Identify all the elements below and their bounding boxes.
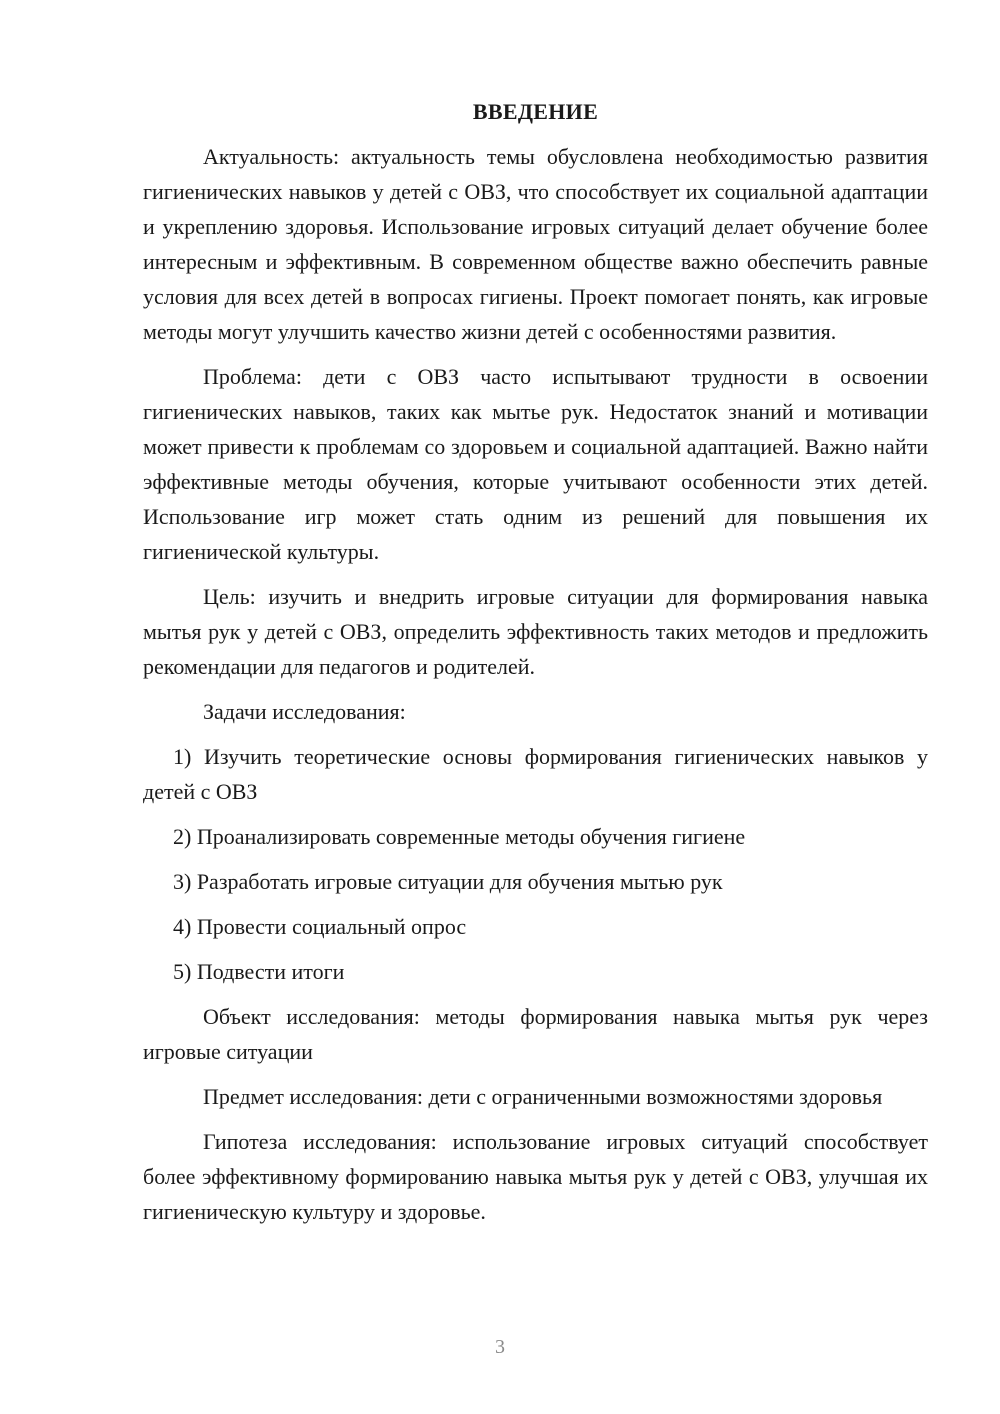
problem-paragraph: Проблема: дети с ОВЗ часто испытывают трудности в освоении гигиенических навыков, таких как мытье рук. Недостаток знаний и мотивации может привести к проблемам со здоровьем и социальной адаптацией. Важно найти эффективные методы обучения, которые учитывают особенности этих детей. Использование игр может стать одним из решений для повышения их гигиенической культуры. <box>143 364 928 564</box>
object-paragraph: Объект исследования: методы формирования навыка мытья рук через игровые ситуации <box>143 1004 928 1064</box>
task-item-5: 5) Подвести итоги <box>173 959 345 984</box>
page-title: ВВЕДЕНИЕ <box>472 99 599 124</box>
task-item-1: 1) Изучить теоретические основы формирования гигиенических навыков у детей с ОВЗ <box>143 744 928 804</box>
task-item-2: 2) Проанализировать современные методы обучения гигиене <box>173 824 746 849</box>
task-item-3: 3) Разработать игровые ситуации для обучения мытью рук <box>173 869 723 894</box>
goal-paragraph: Цель: изучить и внедрить игровые ситуации для формирования навыка мытья рук у детей с ОВЗ, определить эффективность таких методов и предложить рекомендации для педагогов и родителей. <box>143 584 928 679</box>
relevance-paragraph: Актуальность: актуальность темы обусловлена необходимостью развития гигиенических навыков у детей с ОВЗ, что способствует их социальной адаптации и укреплению здоровья. Использование игровых ситуаций делает обучение более интересным и эффективным. В современном обществе важно обеспечить равные условия для всех детей в вопросах гигиены. Проект помогает понять, как игровые методы могут улучшить качество жизни детей с особенностями развития. <box>143 144 928 344</box>
page-number: 3 <box>495 1336 505 1358</box>
page-content <box>143 94 928 1239</box>
task-item-4: 4) Провести социальный опрос <box>173 914 467 939</box>
tasks-heading: Задачи исследования: <box>203 699 406 724</box>
subject-paragraph: Предмет исследования: дети с ограниченными возможностями здоровья <box>203 1084 883 1109</box>
hypothesis-paragraph: Гипотеза исследования: использование игровых ситуаций способствует более эффективному формированию навыка мытья рук у детей с ОВЗ, улучшая их гигиеническую культуру и здоровье. <box>143 1129 928 1224</box>
